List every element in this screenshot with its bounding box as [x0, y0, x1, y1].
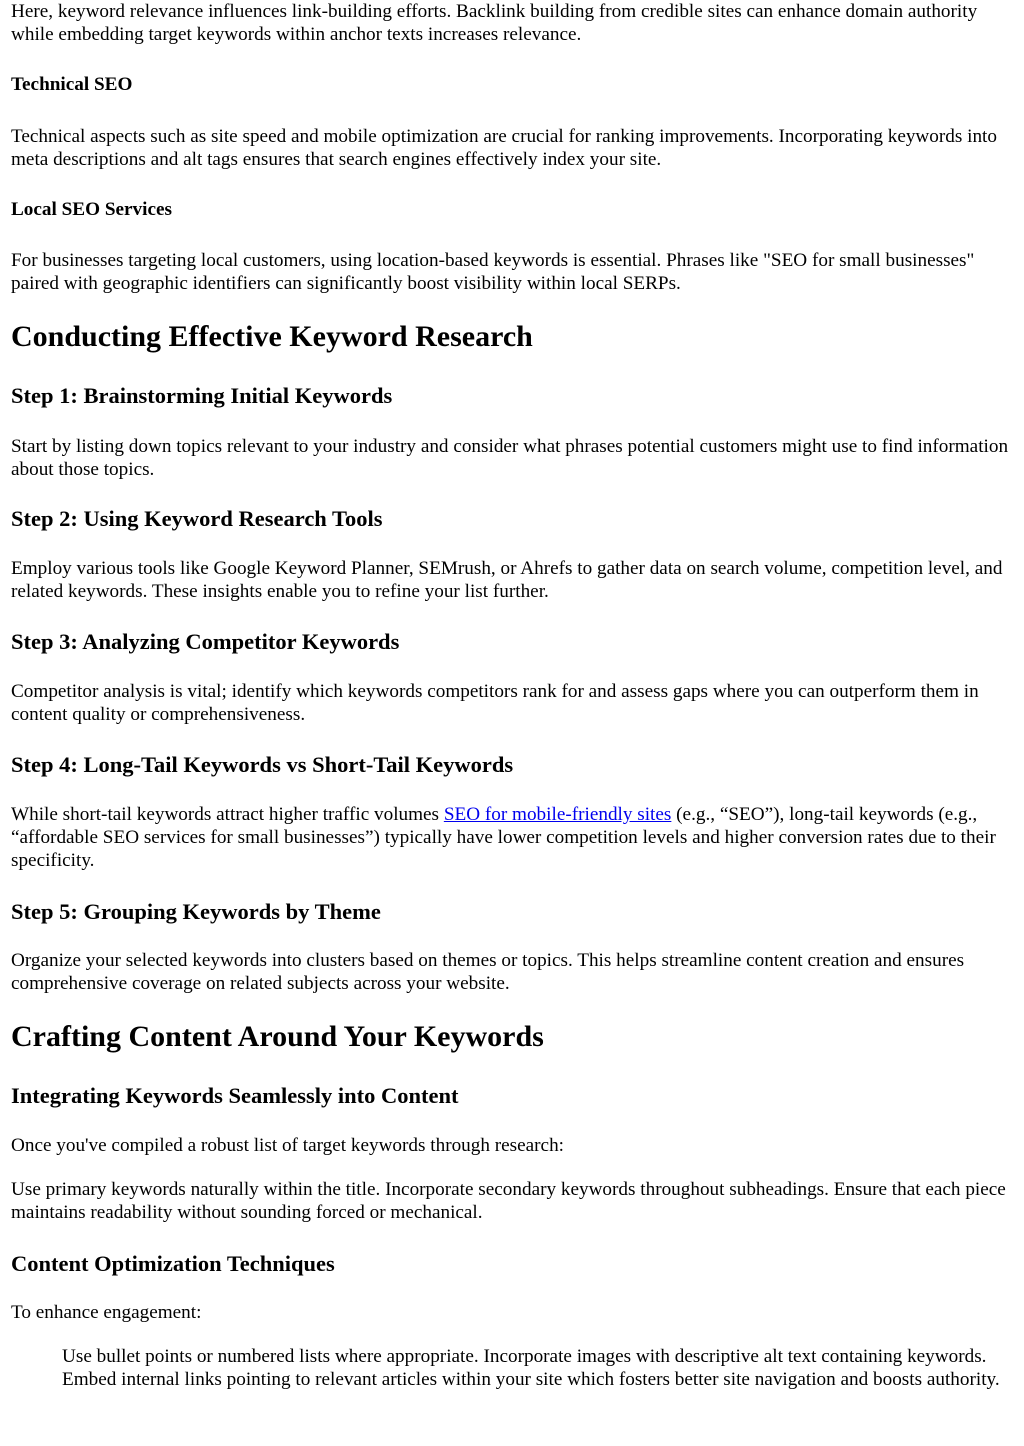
heading-technical-seo: Technical SEO [11, 74, 133, 95]
heading-crafting-content: Crafting Content Around Your Keywords [11, 1020, 544, 1053]
paragraph-step-4-text-end: (e.g., “SEO”), long-tail keywords (e.g., “affordable SEO services for small businesses”) typically have lower competition levels and higher conversion rates due to their specificity. [11, 804, 996, 871]
paragraph-step-2: Employ various tools like Google Keyword Planner, SEMrush, or Ahrefs to gather data on search volume, competition level, and related keywords. These insights enable you to refine your list further. [11, 558, 1003, 602]
paragraph-integrating-detail: Use primary keywords naturally within the title. Incorporate secondary keywords throughout subheadings. Ensure that each piece maintains readability without sounding forced or mechanical. [11, 1179, 1006, 1223]
heading-step-3: Step 3: Analyzing Competitor Keywords [11, 629, 400, 654]
paragraph-step-4-text-start: While short-tail keywords attract higher traffic volumes [11, 804, 444, 825]
paragraph-technical-seo: Technical aspects such as site speed and mobile optimization are crucial for ranking improvements. Incorporating keywords into meta descriptions and alt tags ensures that search engines effectively index your site. [11, 126, 997, 170]
paragraph-local-seo: For businesses targeting local customers, using location-based keywords is essential. Phrases like "SEO for small businesses" paired with geographic identifiers can significantly boost visibility within local SERPs. [11, 250, 975, 294]
heading-step-1: Step 1: Brainstorming Initial Keywords [11, 383, 393, 408]
heading-integrating-keywords: Integrating Keywords Seamlessly into Content [11, 1083, 459, 1108]
heading-local-seo: Local SEO Services [11, 199, 172, 220]
paragraph-step-1: Start by listing down topics relevant to your industry and consider what phrases potential customers might use to find information about those topics. [11, 436, 1009, 480]
heading-step-4: Step 4: Long-Tail Keywords vs Short-Tail Keywords [11, 752, 514, 777]
heading-step-2: Step 2: Using Keyword Research Tools [11, 506, 383, 531]
heading-content-optimization: Content Optimization Techniques [11, 1251, 335, 1276]
blockquote-optimization-tips: Use bullet points or numbered lists where appropriate. Incorporate images with descriptive alt text containing keywords. Embed internal links pointing to relevant articles within your site which fosters better site navigation and boosts authority. [62, 1346, 1000, 1390]
seo-mobile-friendly-link[interactable]: SEO for mobile-friendly sites [443, 804, 672, 825]
paragraph-backlinks: Here, keyword relevance influences link-building efforts. Backlink building from credible sites can enhance domain authority while embedding target keywords within anchor texts increases relevance. [11, 1, 978, 45]
paragraph-step-3: Competitor analysis is vital; identify which keywords competitors rank for and assess gaps where you can outperform them in content quality or comprehensiveness. [11, 681, 979, 725]
paragraph-optimization-intro: To enhance engagement: [11, 1302, 202, 1323]
paragraph-step-5: Organize your selected keywords into clusters based on themes or topics. This helps streamline content creation and ensures comprehensive coverage on related subjects across your website. [11, 950, 965, 994]
heading-step-5: Step 5: Grouping Keywords by Theme [11, 899, 381, 924]
paragraph-integrating-intro: Once you've compiled a robust list of target keywords through research: [11, 1135, 564, 1156]
heading-keyword-research: Conducting Effective Keyword Research [11, 320, 533, 353]
paragraph-step-4 [11, 803, 1013, 872]
